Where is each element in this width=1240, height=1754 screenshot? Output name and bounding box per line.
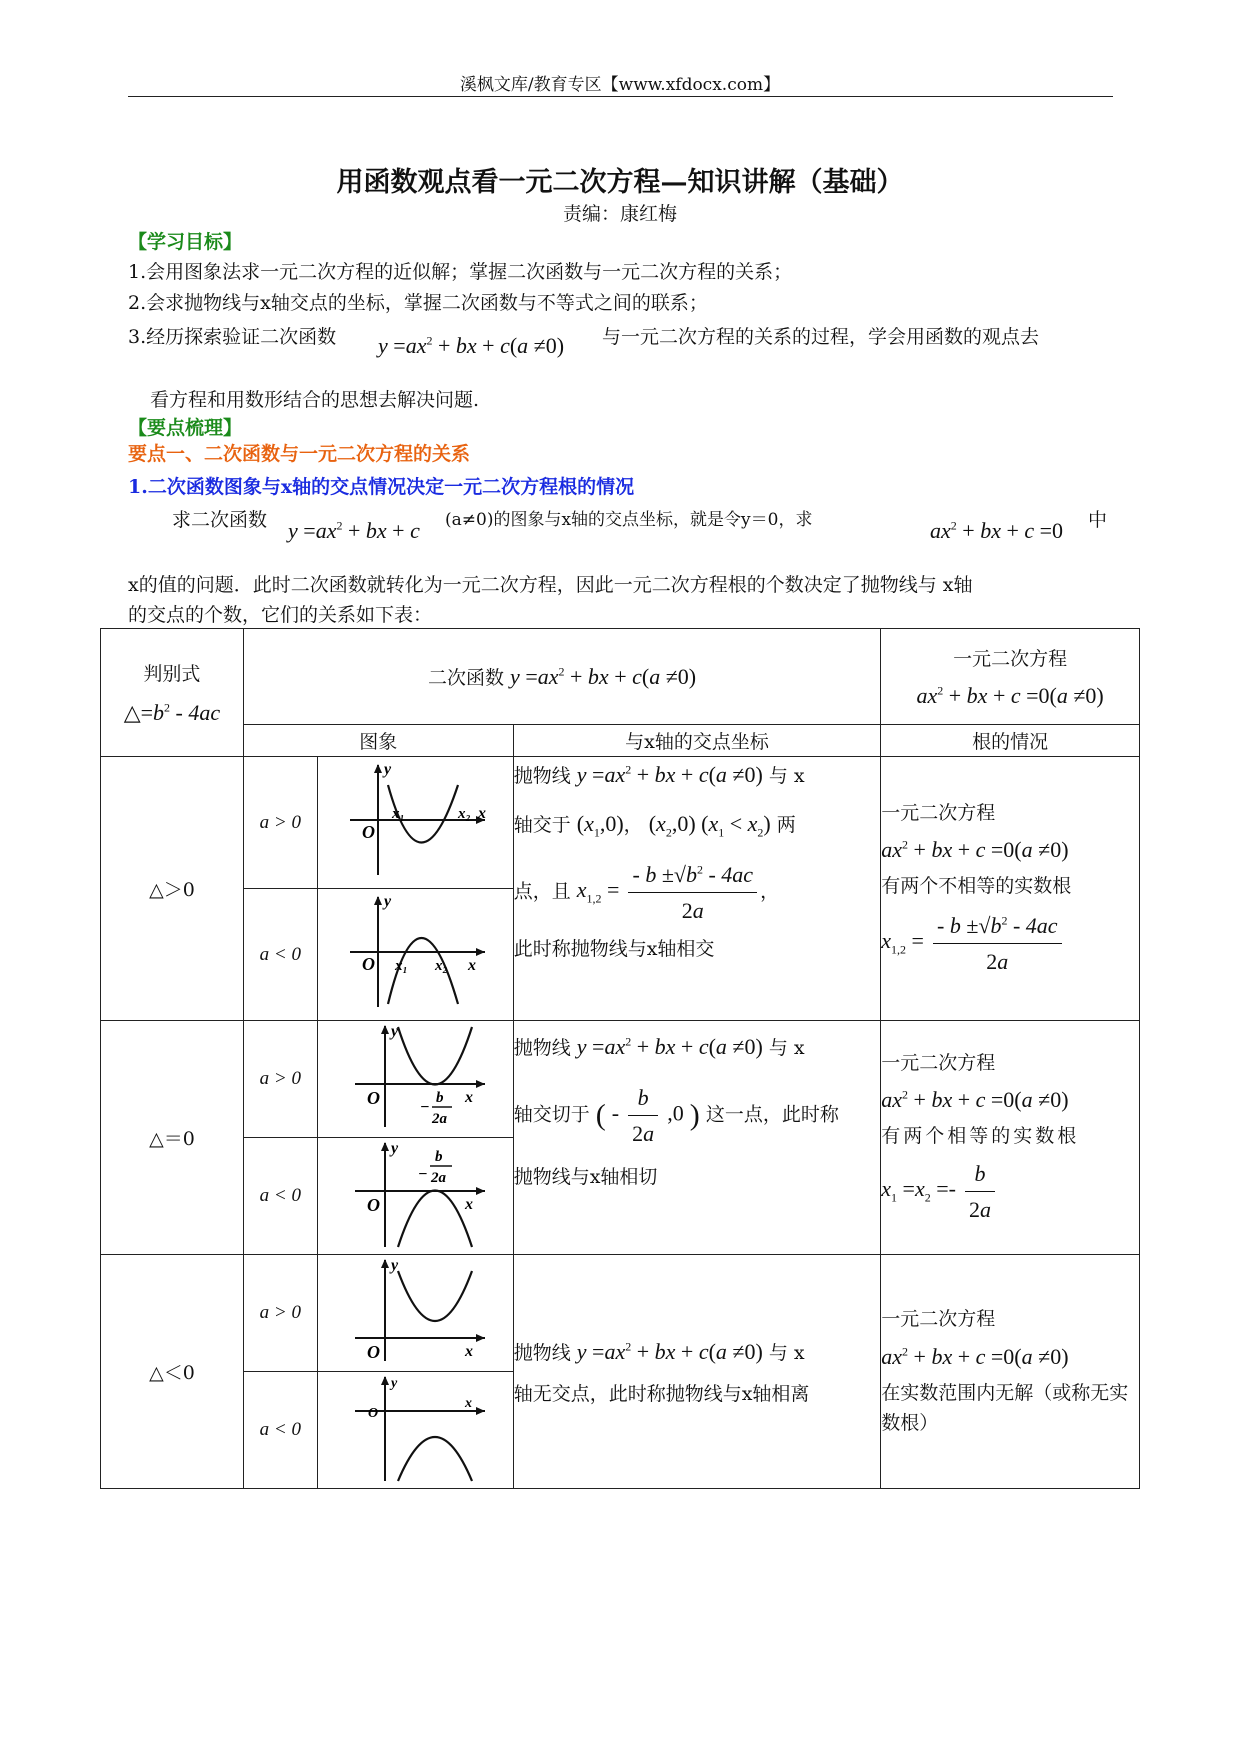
text-two: 两 — [776, 814, 796, 837]
para-c: 中 — [1088, 509, 1108, 531]
svg-text:y: y — [391, 1022, 399, 1040]
graph-one-root-down — [317, 1138, 513, 1255]
roots-desc: 有两个不相等的实数根 — [881, 875, 1072, 898]
intersection-none: 抛物线 $y =ax^2$ + bx + c(a ≠0) 与 x 轴无交点，此时称抛物线与x轴相离 — [513, 1255, 881, 1489]
svg-text:x: x — [478, 805, 487, 822]
svg-text:x: x — [465, 1088, 474, 1106]
svg-text:O: O — [368, 1405, 379, 1421]
formula-quadratic-2: $y =ax^2$ + bx + c — [288, 518, 420, 543]
svg-text:O: O — [367, 1087, 381, 1108]
a-negative-label: a < 0 — [243, 1372, 317, 1489]
roots-equal: 一元二次方程 $ax^2$ + bx + c =0(a ≠0) 有两个相等的实数根 $x_1 =x_2$ =- $\frac{b}{2a}$ — [881, 1021, 1140, 1255]
a-positive-label: a > 0 — [243, 1255, 317, 1372]
roots-two-distinct: 一元二次方程 $ax^2$ + bx + c =0(a ≠0) 有两个不相等的实数根 $x_{1,2}$ = $\frac{- b \pm√b^2 - 4ac}{2a}$ — [881, 757, 1140, 1021]
equation-label: 一元二次方程 — [953, 648, 1068, 670]
para-d: x的值的问题．此时二次函数就转化为一元二次方程，因此一元二次方程根的个数决定了抛物线与 x轴 — [128, 574, 973, 596]
roots-eq-label: 一元二次方程 — [881, 801, 996, 824]
svg-text:x₁: x₁ — [392, 806, 405, 822]
text-with-x: 与 x — [768, 765, 805, 787]
page-title: 用函数观点看一元二次方程—知识讲解（基础） — [336, 167, 904, 198]
svg-text:O: O — [367, 1341, 381, 1362]
text-intersects: 此时称抛物线与x轴相交 — [513, 938, 715, 961]
goal-item-3b: 与一元二次方程的关系的过程，学会用函数的观点去 — [602, 326, 1040, 348]
svg-text:y: y — [391, 1139, 399, 1157]
point-1-heading: 要点一、二次函数与一元二次方程的关系 — [128, 443, 471, 465]
discriminant-label: 判别式 — [143, 663, 201, 685]
svg-text:y: y — [391, 1256, 399, 1274]
goal-item-2: 2.会求抛物线与x轴交点的坐标，掌握二次函数与不等式之间的联系； — [128, 292, 708, 314]
intersection-two-points: 抛物线 $y =ax^2$ + bx + c(a ≠0) 与 x 轴交于 $(x_1,0)$， $(x_2,0) (x_1 < x_2)$ 两 点，且 $x_{1,2}$ = $\frac{- b \pm√b^2 - 4ac}{2a}$ ， 此时称抛物线与x轴相交 — [513, 757, 881, 1021]
svg-text:y: y — [384, 893, 392, 910]
svg-text:O: O — [367, 1194, 381, 1215]
svg-text:b: b — [435, 1148, 443, 1165]
svg-text:−: − — [420, 1098, 430, 1116]
goals-heading: 【学习目标】 — [128, 231, 243, 253]
svg-text:x: x — [468, 957, 477, 974]
delta-positive: △＞0 — [101, 757, 244, 1021]
header-discriminant: 判别式 $\triangle=b^2 - 4ac$ — [101, 629, 244, 757]
header-roots: 根的情况 — [881, 725, 1140, 757]
text-axis-meets: 轴交于 — [513, 814, 571, 837]
graph-two-roots-down — [317, 889, 513, 1021]
svg-text:2a: 2a — [432, 1110, 448, 1127]
graph-no-root-up — [317, 1255, 513, 1372]
text-points-and: 点，且 — [513, 880, 571, 903]
text-this-point: 这一点，此时称 — [705, 1103, 839, 1126]
text-tangent: 抛物线与x轴相切 — [513, 1165, 658, 1188]
svg-text:O: O — [362, 954, 376, 974]
svg-text:b: b — [436, 1089, 444, 1106]
text-parabola: 抛物线 — [513, 1341, 571, 1364]
svg-text:y: y — [384, 761, 392, 778]
header-function: 二次函数 $y =ax^2$ + bx + c(a ≠0) — [243, 629, 880, 725]
header-divider — [128, 96, 1113, 97]
graph-one-root-up — [317, 1021, 513, 1138]
para-b: (a≠0)的图象与x轴的交点坐标，就是令y＝0，求 — [445, 510, 813, 530]
goal-item-1: 1.会用图象法求一元二次方程的近似解；掌握二次函数与一元二次方程的关系； — [128, 261, 793, 283]
graph-no-root-down — [317, 1372, 513, 1489]
a-positive-label: a > 0 — [243, 757, 317, 889]
svg-text:−: − — [418, 1165, 428, 1183]
text-with-x: 与 x — [768, 1037, 805, 1059]
graph-two-roots-up — [317, 757, 513, 889]
svg-text:x: x — [465, 1342, 474, 1360]
svg-text:x: x — [465, 1195, 474, 1213]
intersection-tangent: 抛物线 $y =ax^2$ + bx + c(a ≠0) 与 x 轴交切于 ( - $\frac{b}{2a}$ ,0 ) 这一点，此时称 抛物线与x轴相切 — [513, 1021, 881, 1255]
roots-eq-label: 一元二次方程 — [881, 1308, 996, 1331]
text-parabola: 抛物线 — [513, 1037, 571, 1059]
a-negative-label: a < 0 — [243, 889, 317, 1021]
formula-quadratic: $y =ax^2$ + bx + c(a ≠0) — [378, 333, 565, 358]
header-intersection: 与x轴的交点坐标 — [513, 725, 881, 757]
svg-text:y: y — [391, 1375, 398, 1391]
svg-text:x: x — [465, 1395, 473, 1411]
svg-text:x₂: x₂ — [458, 806, 471, 822]
roots-desc: 在实数范围内无解（或称无实数根） — [881, 1381, 1129, 1435]
delta-negative: △＜0 — [101, 1255, 244, 1489]
text-with-x: 与 x — [768, 1341, 805, 1364]
function-label: 二次函数 — [427, 667, 504, 689]
text-tangent-at: 轴交切于 — [513, 1103, 590, 1126]
formula-equation: $ax^2$ + bx + c =0 — [930, 518, 1064, 543]
header-equation: 一元二次方程 $ax^2$ + bx + c =0(a ≠0) — [881, 629, 1140, 725]
svg-text:2a: 2a — [431, 1169, 447, 1186]
para-e: 的交点的个数，它们的关系如下表： — [128, 604, 433, 626]
text-separate: 轴无交点，此时称抛物线与x轴相离 — [513, 1382, 810, 1405]
roots-desc: 有两个相等的实数根 — [881, 1125, 1080, 1148]
a-negative-label: a < 0 — [243, 1138, 317, 1255]
points-heading: 【要点梳理】 — [128, 417, 243, 439]
header-graph: 图象 — [243, 725, 513, 757]
roots-eq-label: 一元二次方程 — [881, 1051, 996, 1074]
text-parabola: 抛物线 — [513, 765, 571, 787]
roots-none: 一元二次方程 $ax^2$ + bx + c =0(a ≠0) 在实数范围内无解（或称无实数根） — [881, 1255, 1140, 1489]
a-positive-label: a > 0 — [243, 1021, 317, 1138]
subpoint-1-heading: 1.二次函数图象与x轴的交点情况决定一元二次方程根的情况 — [128, 476, 635, 498]
svg-text:O: O — [362, 822, 376, 842]
editor-line: 责编：康红梅 — [562, 203, 677, 225]
relation-table — [100, 628, 1140, 1489]
delta-zero: △＝0 — [101, 1021, 244, 1255]
svg-text:x₂: x₂ — [435, 958, 448, 974]
goal-item-3a: 3.经历探索验证二次函数 — [128, 326, 337, 348]
site-header: 溪枫文库/教育专区【www.xfdocx.com】 — [459, 75, 781, 95]
svg-text:x₁: x₁ — [395, 958, 408, 974]
goal-item-3c: 看方程和用数形结合的思想去解决问题. — [150, 389, 480, 411]
para-a: 求二次函数 — [172, 509, 268, 531]
